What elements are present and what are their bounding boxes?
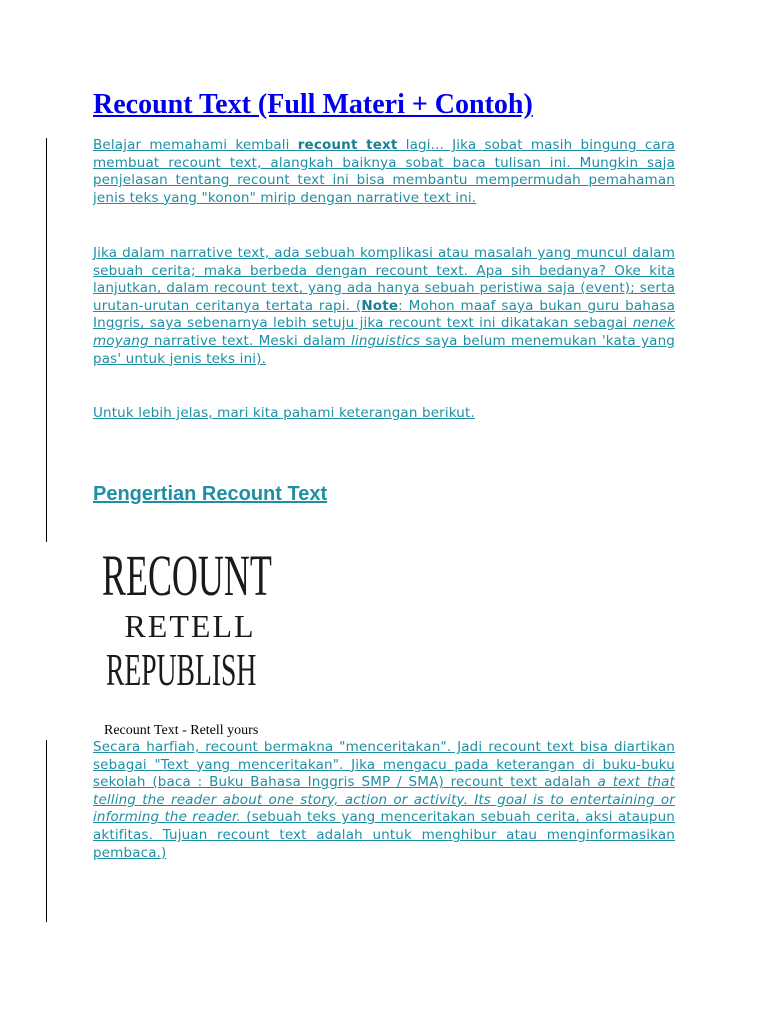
definition-paragraph[interactable] <box>93 739 675 862</box>
section-heading-pengertian[interactable]: Pengertian Recount Text <box>93 483 328 505</box>
intro-paragraph[interactable] <box>93 137 675 207</box>
transition-paragraph[interactable]: Untuk lebih jelas, mari kita pahami keterangan berikut. <box>93 405 475 421</box>
figure-word-retell: RETELL <box>124 608 256 644</box>
para4-italic-definition: a text that telling the reader about one story, action or activity. Its goal is to entertaining or informing the reader. <box>93 774 675 826</box>
para2-note-label: Note <box>361 297 399 314</box>
para2-italic-nenek: nenek moyang <box>93 315 675 349</box>
intro-text-a: Belajar memahami kembali <box>93 137 298 153</box>
para2-text-c: : Mohon maaf saya bukan guru bahasa Inggris, saya sebenarnya lebih setuju jika recount text ini dikatakan sebagai <box>93 297 675 332</box>
para2-text-g: saya belum menemukan 'kata yang pas' untuk jenis teks ini). <box>93 332 675 367</box>
para4-text-c: (sebuah teks yang menceritakan sebuah cerita, aksi ataupun aktifitas. Tujuan recount text adalah untuk menghibur atau menginformasikan pembaca.) <box>93 809 675 861</box>
intro-keyword: recount text <box>297 137 398 153</box>
figure-word-republish: REPUBLISH <box>106 644 257 695</box>
recount-retell-republish-image <box>96 545 296 695</box>
left-margin-bar-top <box>46 138 47 542</box>
figure-caption: Recount Text - Retell yours <box>104 723 259 738</box>
narrative-comparison-paragraph[interactable] <box>93 245 675 368</box>
para4-text-a: Secara harfiah, recount bermakna "menceritakan". Jadi recount text bisa diartikan sebagai "Text yang menceritakan". Jika mengacu pada keterangan di buku-buku sekolah (baca : Buku Bahasa Inggris SMP / SMA) recount text adalah <box>93 739 675 791</box>
para2-text-a: Jika dalam narrative text, ada sebuah komplikasi atau masalah yang muncul dalam sebuah cerita; maka berbeda dengan recount text. Apa sih bedanya? Oke kita lanjutkan, dalam recount text, yang ada hanya sebuah peristiwa saja (event); serta urutan-urutan ceritanya tertata rapi. ( <box>93 245 675 314</box>
para2-italic-linguistics: linguistics <box>351 332 421 349</box>
left-margin-bar-bottom <box>46 740 47 922</box>
para2-text-e: narrative text. Meski dalam <box>148 332 352 349</box>
article-title-link[interactable]: Recount Text (Full Materi + Contoh) <box>93 89 533 120</box>
figure-word-recount: RECOUNT <box>102 543 272 608</box>
intro-text-c: lagi... Jika sobat masih bingung cara membuat recount text, alangkah baiknya sobat baca tulisan ini. Mungkin saja penjelasan tentang recount text ini bisa membantu mempermudah pemahaman jenis teks yang "konon" mirip dengan narrative text ini. <box>93 137 675 206</box>
